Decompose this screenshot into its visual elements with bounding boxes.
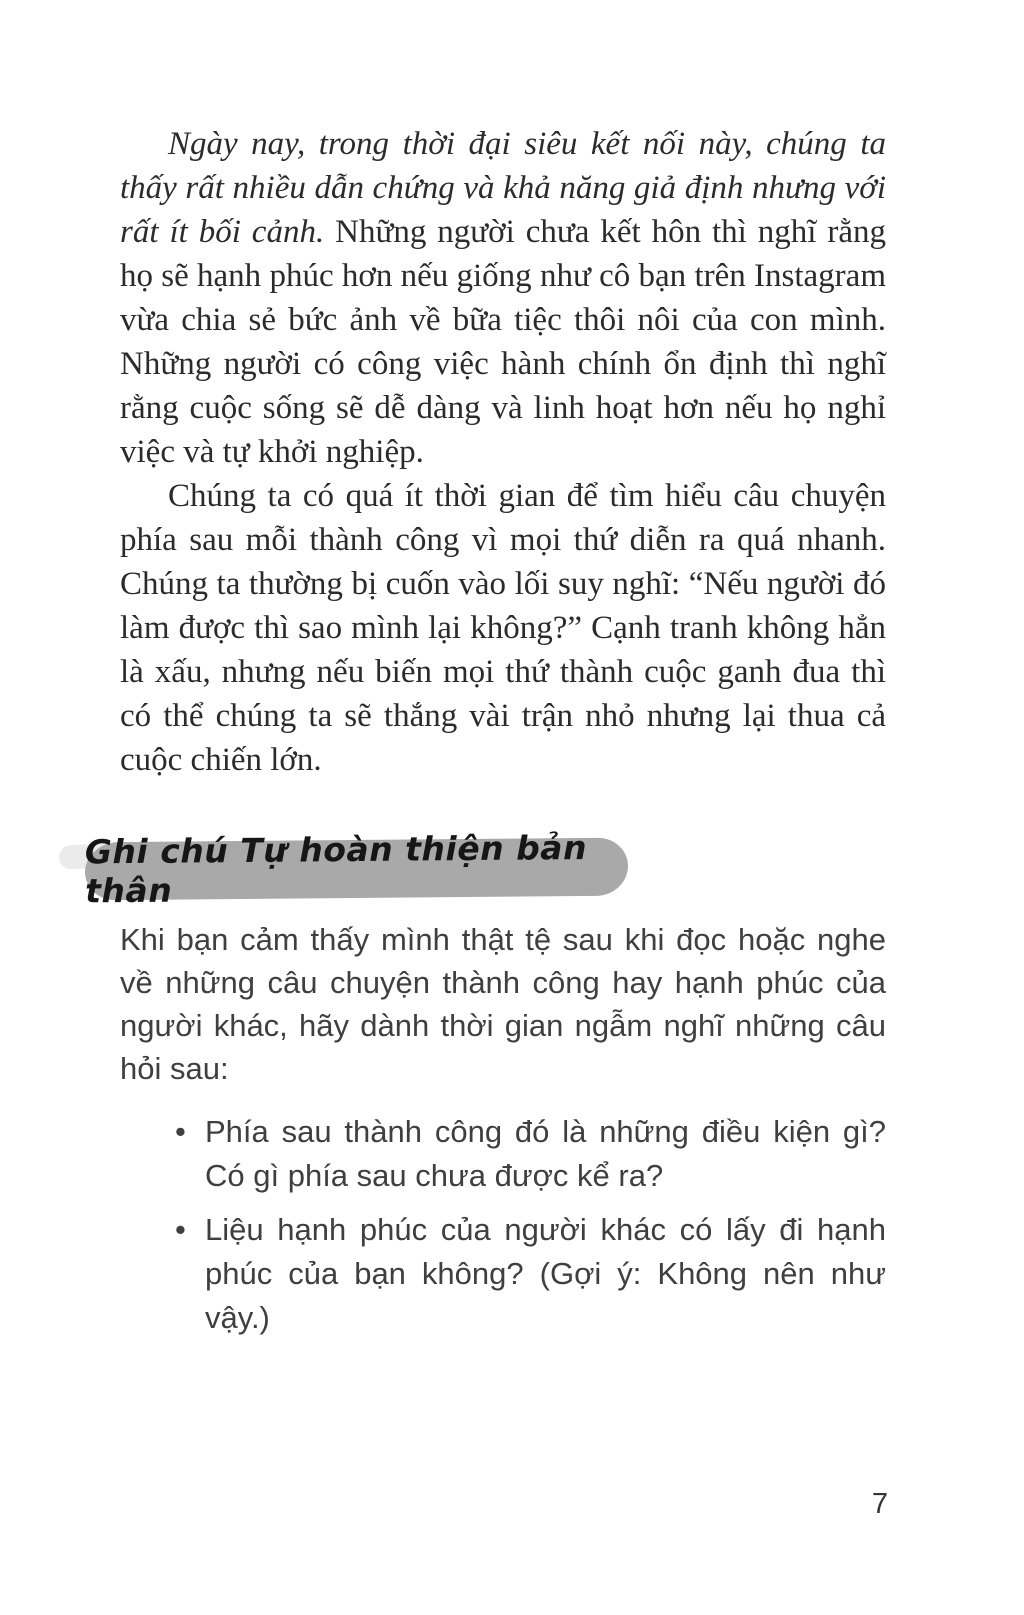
body-paragraph-1	[120, 122, 886, 474]
paragraph-lead-italic: Ngày nay, trong thời đại siêu kết nối này, chúng ta thấy rất nhiều dẫn chứng và khả năng giả định nhưng với rất ít bối cảnh.	[120, 126, 886, 250]
body-paragraph-2: Chúng ta có quá ít thời gian để tìm hiểu câu chuyện phía sau mỗi thành công vì mọi thứ diễn ra quá nhanh. Chúng ta thường bị cuốn vào lối suy nghĩ: “Nếu người đó làm được thì sao mình lại không?” Cạnh tranh không hẳn là xấu, nhưng nếu biến mọi thứ thành cuộc ganh đua thì có thể chúng ta sẽ thắng vài trận nhỏ nhưng lại thua cả cuộc chiến lớn.	[120, 478, 886, 778]
bullet-text: Liệu hạnh phúc của người khác có lấy đi hạnh phúc của bạn không? (Gợi ý: Không nên như vậy.)	[205, 1212, 886, 1335]
page-number: 7	[871, 1488, 889, 1520]
list-item	[120, 1208, 886, 1340]
note-bullet-list	[120, 1110, 886, 1340]
paragraph-1-rest: Những người chưa kết hôn thì nghĩ rằng họ sẽ hạnh phúc hơn nếu giống như cô bạn trên Instagram vừa chia sẻ bức ảnh về bữa tiệc thôi nôi của con mình. Những người có công việc hành chính ổn định thì nghĩ rằng cuộc sống sẽ dễ dàng và linh hoạt hơn nếu họ nghỉ việc và tự khởi nghiệp.	[120, 214, 886, 470]
note-heading-highlight	[84, 827, 628, 911]
note-heading: Ghi chú Tự hoàn thiện bản thân	[84, 827, 588, 911]
text-column	[84, 122, 886, 1340]
bullet-icon: •	[175, 1114, 186, 1149]
bullet-text: Phía sau thành công đó là những điều kiện gì? Có gì phía sau chưa được kể ra?	[205, 1114, 886, 1193]
note-intro-paragraph: Khi bạn cảm thấy mình thật tệ sau khi đọc hoặc nghe về những câu chuyện thành công hay hạnh phúc của người khác, hãy dành thời gian ngẫm nghĩ những câu hỏi sau:	[120, 922, 886, 1086]
bullet-icon: •	[175, 1212, 186, 1247]
list-item	[120, 1110, 886, 1198]
